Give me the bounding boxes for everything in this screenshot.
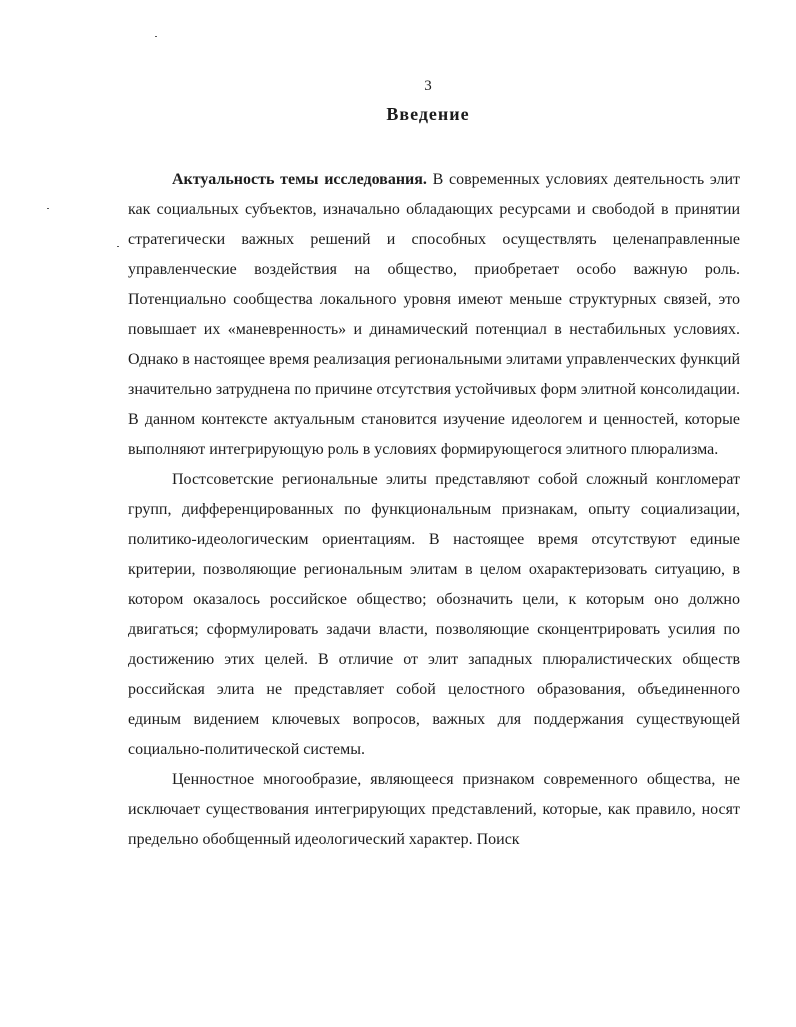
scan-speck <box>47 208 49 209</box>
paragraph-lead: Актуальность темы исследования. <box>172 171 427 188</box>
page-number: 3 <box>424 78 432 94</box>
section-heading: Введение <box>386 104 470 124</box>
body-text <box>128 165 740 855</box>
paragraph: Ценностное многообразие, являющееся признаком современного общества, не исключает существования интегрирующих представлений, которые, как правило, носят предельно обобщенный идеологический характер. Поиск <box>128 771 740 848</box>
paragraph <box>128 165 740 465</box>
scan-speck <box>117 246 119 247</box>
paragraph: Постсоветские региональные элиты представляют собой сложный конгломерат групп, дифференцированных по функциональным признакам, опыту социализации, политико-идеологическим ориентациям. В настоящее время отсутствуют единые критерии, позволяющие региональным элитам в целом охарактеризовать ситуацию, в котором оказалось российское общество; обозначить цели, к которым оно должно двигаться; сформулировать задачи власти, позволяющие сконцентрировать усилия по достижению этих целей. В отличие от элит западных плюралистических обществ российская элита не представляет собой целостного образования, объединенного единым видением ключевых вопросов, важных для поддержания существующей социально-политической системы. <box>128 471 740 758</box>
paragraph-text: В современных условиях деятельность элит как социальных субъектов, изначально обладающих ресурсами и свободой в принятии стратегически важных решений и способных осуществлять целенаправленные управленческие воздействия на общество, приобретает особо важную роль. Потенциально сообщества локального уровня имеют меньше структурных связей, это повышает их «маневренность» и динамический потенциал в нестабильных условиях. Однако в настоящее время реализация региональными элитами управленческих функций значительно затруднена по причине отсутствия устойчивых форм элитной консолидации. В данном контексте актуальным становится изучение идеологем и ценностей, которые выполняют интегрирующую роль в условиях формирующегося элитного плюрализма. <box>128 171 740 458</box>
scan-speck <box>155 36 157 37</box>
